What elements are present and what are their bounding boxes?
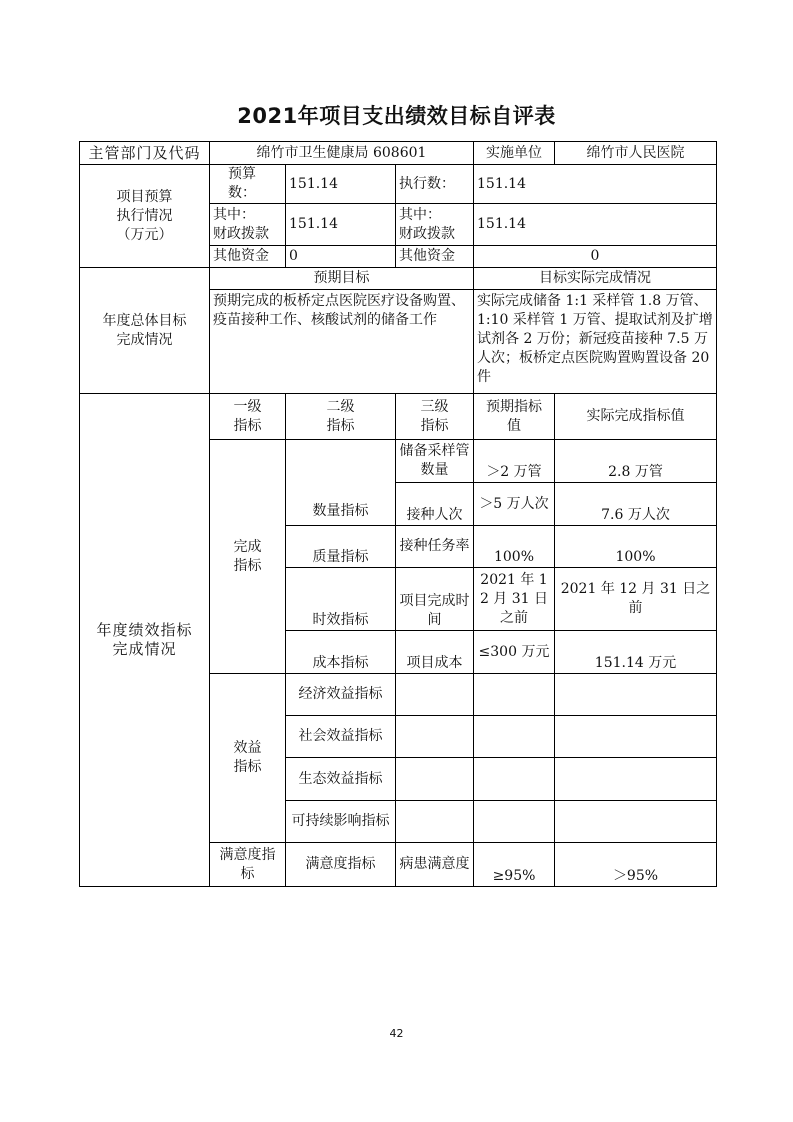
empty-cell	[555, 716, 717, 758]
dept-label: 主管部门及代码	[80, 142, 210, 165]
budget-section-line: 项目预算	[116, 188, 173, 205]
level3-cell: 项目完成时间	[396, 568, 474, 631]
benefit-label-line: 指标	[233, 759, 262, 775]
expected-cell: ＞5 万人次	[474, 483, 555, 526]
expected-goal-text: 预期完成的板桥定点医院医疗设备购置、疫苗接种工作、核酸试剂的储备工作	[210, 290, 474, 394]
col-header-line: 指标	[420, 417, 449, 434]
budget-section-line: （万元）	[116, 226, 173, 243]
budget-label: 预算数：	[210, 165, 286, 204]
level3-cell: 储备采样管数量	[396, 440, 474, 483]
fiscal-label-line: 财政拨款	[399, 225, 455, 242]
fiscal-exec-value: 151.14	[474, 204, 717, 246]
fiscal-budget-value: 151.14	[286, 204, 396, 246]
actual-cell: 2021 年 12 月 31 日之前	[555, 568, 717, 631]
empty-cell	[396, 801, 474, 843]
page-number: 42	[389, 1027, 404, 1040]
indicators-section-label	[80, 394, 210, 887]
empty-cell	[396, 674, 474, 716]
level2-cell: 可持续影响指标	[286, 801, 396, 843]
level2-cell: 经济效益指标	[286, 674, 396, 716]
actual-goal-text: 实际完成储备 1:1 采样管 1.8 万管、1:10 采样管 1 万管、提取试剂及扩增试剂各 2 万份；新冠疫苗接种 7.5 万人次；板桥定点医院购置购置设备 20 件	[474, 290, 717, 394]
completion-label-line: 指标	[233, 557, 262, 574]
satisfaction-level2: 满意度指标	[286, 843, 396, 887]
col-header-line: 一级	[233, 398, 262, 415]
performance-table	[79, 141, 717, 887]
level2-cell: 质量指标	[286, 526, 396, 568]
quantity-indicator-label: 数量指标	[286, 440, 396, 526]
budget-section-label	[80, 165, 210, 268]
level2-cell: 社会效益指标	[286, 716, 396, 758]
dept-value: 绵竹市卫生健康局 608601	[210, 142, 474, 165]
fiscal-label	[210, 204, 286, 246]
satisfaction-actual: ＞95%	[555, 843, 717, 887]
actual-cell: 7.6 万人次	[555, 483, 717, 526]
empty-cell	[396, 758, 474, 801]
other-exec-value: 0	[474, 246, 717, 268]
actual-cell: 100%	[555, 526, 717, 568]
empty-cell	[555, 801, 717, 843]
empty-cell	[474, 674, 555, 716]
impl-label: 实施单位	[474, 142, 555, 165]
col-header-expected	[474, 394, 555, 440]
actual-goal-header: 目标实际完成情况	[474, 268, 717, 290]
fiscal-label-line: 其中：	[399, 206, 441, 223]
satisfaction-expected: ≥95%	[474, 843, 555, 887]
col-header-line: 指标	[233, 417, 262, 434]
level2-cell: 成本指标	[286, 631, 396, 674]
expected-cell: 100%	[474, 526, 555, 568]
col-header-level3	[396, 394, 474, 440]
fiscal-label-line: 财政拨款	[213, 225, 269, 242]
actual-cell: 151.14 万元	[555, 631, 717, 674]
empty-cell	[474, 716, 555, 758]
expected-cell: 2021 年 12 月 31 日之前	[474, 568, 555, 631]
indicators-section-line: 年度绩效指标	[96, 621, 193, 639]
expected-cell: ＞2 万管	[474, 440, 555, 483]
other-budget-value: 0	[286, 246, 396, 268]
indicators-section-line: 完成情况	[112, 640, 177, 658]
benefit-indicator-label	[210, 674, 286, 843]
completion-indicator-label	[210, 440, 286, 674]
budget-value: 151.14	[286, 165, 396, 204]
satisfaction-level1: 满意度指标	[210, 843, 286, 887]
empty-cell	[474, 801, 555, 843]
col-header-line: 值	[507, 417, 521, 434]
expected-cell: ≤300 万元	[474, 631, 555, 674]
col-header-level1	[210, 394, 286, 440]
page-title: 2021年项目支出绩效目标自评表	[237, 104, 556, 128]
col-header-actual: 实际完成指标值	[555, 394, 717, 440]
empty-cell	[555, 758, 717, 801]
overall-section-label	[80, 268, 210, 394]
other-exec-label: 其他资金	[396, 246, 474, 268]
col-header-line: 三级	[420, 398, 449, 415]
level3-cell: 接种任务率	[396, 526, 474, 568]
exec-label: 执行数：	[396, 165, 474, 204]
overall-section-line: 完成情况	[116, 331, 173, 348]
empty-cell	[396, 716, 474, 758]
budget-section-line: 执行情况	[116, 207, 173, 224]
fiscal-label-line: 其中：	[213, 206, 255, 223]
col-header-line: 指标	[326, 417, 355, 434]
level3-cell: 项目成本	[396, 631, 474, 674]
col-header-line: 预期指标	[486, 398, 542, 415]
satisfaction-level3: 病患满意度	[396, 843, 474, 887]
completion-label-line: 完成	[233, 538, 262, 555]
impl-value: 绵竹市人民医院	[555, 142, 717, 165]
empty-cell	[555, 674, 717, 716]
fiscal-exec-label	[396, 204, 474, 246]
actual-cell: 2.8 万管	[555, 440, 717, 483]
overall-section-line: 年度总体目标	[102, 312, 187, 329]
empty-cell	[474, 758, 555, 801]
level2-cell: 时效指标	[286, 568, 396, 631]
benefit-label-line: 效益	[233, 740, 262, 756]
level3-cell: 接种人次	[396, 483, 474, 526]
exec-value: 151.14	[474, 165, 717, 204]
col-header-level2	[286, 394, 396, 440]
level2-cell: 生态效益指标	[286, 758, 396, 801]
expected-goal-header: 预期目标	[210, 268, 474, 290]
other-label: 其他资金	[210, 246, 286, 268]
col-header-line: 二级	[326, 398, 355, 415]
